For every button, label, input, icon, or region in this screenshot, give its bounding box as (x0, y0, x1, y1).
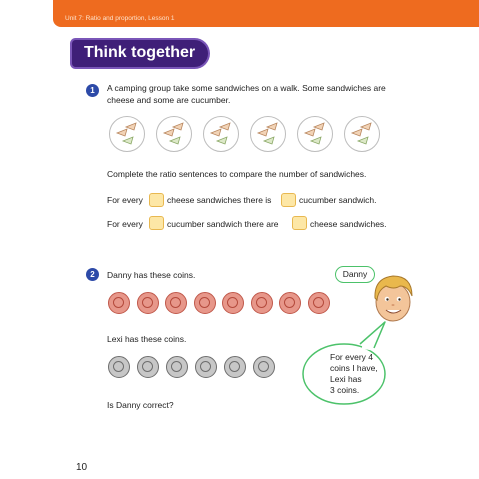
cheese-sandwich (361, 123, 371, 130)
cheese-sandwich (258, 129, 268, 136)
cucumber-sandwich (311, 137, 321, 144)
cucumber-sandwich (358, 137, 368, 144)
answer-box-3[interactable] (149, 216, 164, 230)
answer-box-1[interactable] (149, 193, 164, 207)
silver-coin (137, 356, 159, 378)
unit-header-bar (53, 0, 479, 27)
q1-instruction: Complete the ratio sentences to compare the number of sandwiches. (107, 169, 367, 179)
silver-coin (253, 356, 275, 378)
danny-avatar (368, 272, 418, 324)
silver-coin (166, 356, 188, 378)
sandwich-plate (344, 116, 380, 152)
q2-question: Is Danny correct? (107, 400, 174, 410)
cheese-sandwich (352, 129, 362, 136)
sandwich-plate (297, 116, 333, 152)
section-title: Think together (84, 44, 196, 61)
sentence-1-part-3: cucumber sandwich. (299, 195, 377, 205)
sandwich-plate (250, 116, 286, 152)
speech-line-2: coins I have, (330, 363, 378, 373)
question-1-number: 1 (86, 84, 99, 97)
sentence-1-part-1: For every (107, 195, 143, 205)
speech-line-4: 3 coins. (330, 385, 360, 395)
cheese-sandwich (305, 129, 315, 136)
copper-coin (251, 292, 273, 314)
cheese-sandwich (267, 123, 277, 130)
unit-header-text: Unit 7: Ratio and proportion, Lesson 1 (65, 15, 175, 22)
page-number: 10 (76, 462, 88, 473)
q2-lexi-text: Lexi has these coins. (107, 334, 187, 344)
q1-intro-line-2: cheese and some are cucumber. (107, 95, 231, 105)
cheese-sandwich (117, 129, 127, 136)
copper-coin (108, 292, 130, 314)
section-title-banner (72, 40, 208, 67)
sentence-2-part-3: cheese sandwiches. (310, 219, 387, 229)
copper-coin (194, 292, 216, 314)
speech-line-1: For every 4 (330, 352, 373, 362)
cucumber-sandwich (217, 137, 227, 144)
silver-coin (195, 356, 217, 378)
copper-coin (165, 292, 187, 314)
question-2-number: 2 (86, 268, 99, 281)
copper-coin (279, 292, 301, 314)
cheese-sandwich (211, 129, 221, 136)
sentence-1-part-2: cheese sandwiches there is (167, 195, 272, 205)
cheese-sandwich (220, 123, 230, 130)
answer-box-4[interactable] (292, 216, 307, 230)
cucumber-sandwich (123, 137, 133, 144)
copper-coin (308, 292, 330, 314)
silver-coin (108, 356, 130, 378)
cucumber-sandwich (264, 137, 274, 144)
sandwich-plate (156, 116, 192, 152)
cheese-sandwich (173, 123, 183, 130)
q2-danny-text: Danny has these coins. (107, 270, 196, 280)
sentence-2-part-2: cucumber sandwich there are (167, 219, 279, 229)
copper-coin (222, 292, 244, 314)
answer-box-2[interactable] (281, 193, 296, 207)
sentence-2-part-1: For every (107, 219, 143, 229)
speech-line-3: Lexi has (330, 374, 362, 384)
cucumber-sandwich (170, 137, 180, 144)
speech-bubble-text (330, 352, 378, 396)
cheese-sandwich (126, 123, 136, 130)
character-name-tag: Danny (335, 266, 375, 283)
silver-coin (224, 356, 246, 378)
sandwich-plate (203, 116, 239, 152)
sandwich-plate (109, 116, 145, 152)
q1-intro-line-1: A camping group take some sandwiches on a walk. Some sandwiches are (107, 83, 386, 93)
copper-coin (137, 292, 159, 314)
cheese-sandwich (314, 123, 324, 130)
cheese-sandwich (164, 129, 174, 136)
